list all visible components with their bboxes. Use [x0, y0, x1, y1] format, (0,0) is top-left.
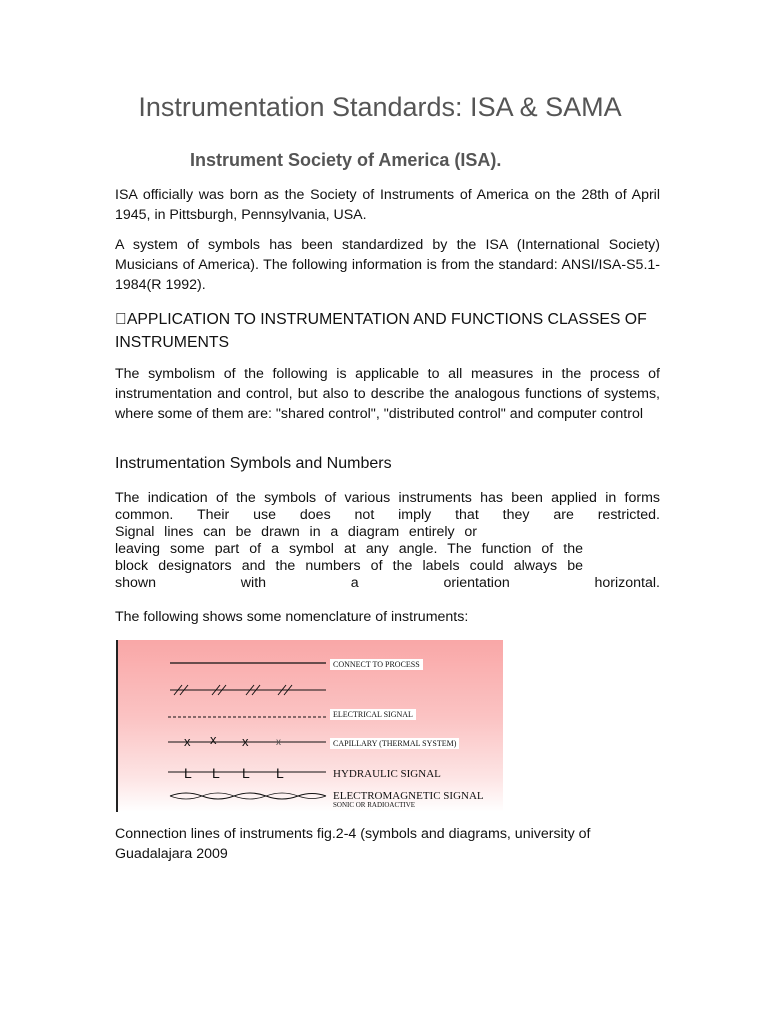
label-connect-to-process: CONNECT TO PROCESS [330, 659, 423, 670]
paragraph-indication [115, 490, 660, 592]
label-electrical-signal: ELECTRICAL SIGNAL [330, 709, 416, 720]
paragraph-isa-history: ISA officially was born as the Society of Instruments of America on the 28th of April 1945, in Pittsburgh, Pennsylvania, USA. [115, 187, 660, 223]
paragraph-line: block designators and the numbers of the labels could always be [115, 558, 583, 574]
connection-lines-diagram [118, 640, 503, 812]
capillary-mark: x [276, 737, 281, 748]
label-electromagnetic-signal: ELECTROMAGNETIC SIGNAL [333, 790, 484, 802]
paragraph-line: The indication of the symbols of various instruments has been applied in forms [115, 490, 660, 506]
heading-application: APPLICATION TO INSTRUMENTATION AND FUNCTIONS CLASSES OF INSTRUMENTS [115, 311, 635, 351]
paragraph-symbol-system: A system of symbols has been standardized by the ISA (International Society) Musicians of America). The following information is from the standard: ANSI/ISA-S5.1-1984(R 1992). [115, 237, 660, 293]
hydraulic-mark: L [212, 765, 220, 781]
hydraulic-mark: L [276, 765, 284, 781]
label-capillary: CAPILLARY (THERMAL SYSTEM) [330, 738, 459, 749]
section-subtitle: Instrument Society of America (ISA). [190, 150, 502, 170]
capillary-mark: x [210, 732, 217, 747]
figure-caption: Connection lines of instruments fig.2-4 (symbols and diagrams, university of Guadalajara 2009 [115, 826, 591, 862]
document-title: Instrumentation Standards: ISA & SAMA [138, 92, 622, 122]
paragraph-line: Signal lines can be drawn in a diagram entirely or [115, 524, 477, 540]
paragraph-line: common. Their use does not imply that they are restricted. [115, 507, 660, 523]
paragraph-line: shown with a orientation horizontal. [115, 575, 660, 591]
label-hydraulic-signal: HYDRAULIC SIGNAL [333, 768, 441, 780]
hydraulic-mark: L [184, 765, 192, 781]
label-sonic-radioactive: SONIC OR RADIOACTIVE [333, 801, 416, 809]
connection-lines-figure [116, 640, 503, 812]
heading-symbols-numbers: Instrumentation Symbols and Numbers [115, 455, 392, 472]
capillary-mark: x [242, 734, 249, 749]
capillary-mark: x [184, 734, 191, 749]
paragraph-symbolism: The symbolism of the following is applicable to all measures in the process of instrumentation and control, but also to describe the analogous functions of systems, where some of them are: "shared control", "distributed control" and computer control [115, 366, 660, 422]
hydraulic-mark: L [242, 765, 250, 781]
paragraph-line: leaving some part of a symbol at any angle. The function of the [115, 541, 583, 557]
paragraph-nomenclature-intro: The following shows some nomenclature of instruments: [115, 609, 469, 625]
